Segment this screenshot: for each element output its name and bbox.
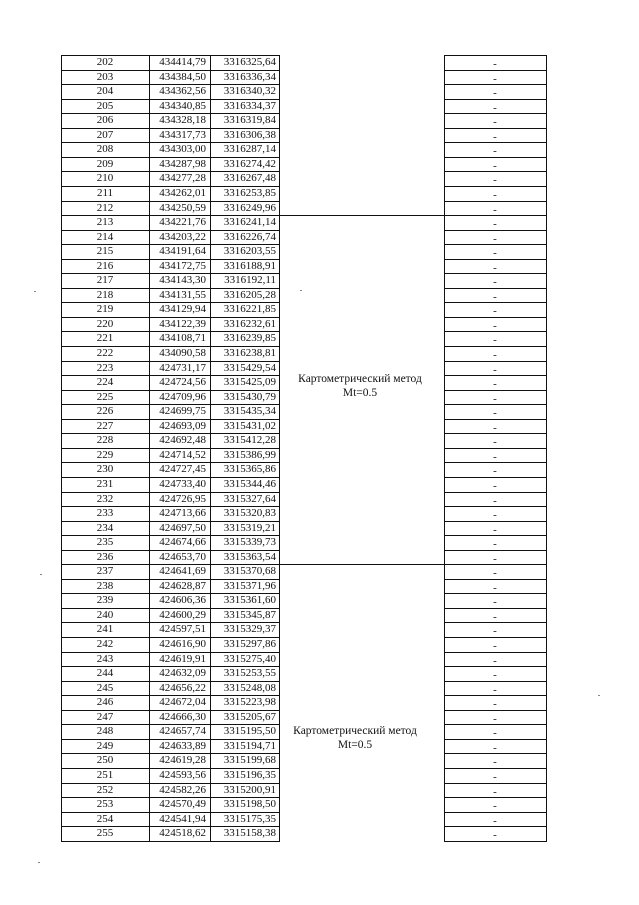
coordinate-x: 424593,56	[159, 768, 206, 781]
table-rule	[444, 55, 547, 56]
point-number: 224	[96, 376, 114, 389]
table-rule	[444, 433, 547, 434]
scan-speck	[34, 291, 36, 292]
coordinate-x: 424733,40	[159, 477, 206, 490]
table-rule	[444, 142, 547, 143]
table-rule	[444, 797, 547, 798]
coordinate-x: 434303,00	[159, 143, 206, 156]
coordinate-x: 434131,55	[159, 288, 206, 301]
coordinate-y: 3315194,71	[223, 739, 276, 752]
dash-cell: -	[493, 72, 497, 85]
coordinate-x: 424606,36	[159, 594, 206, 607]
coordinate-y: 3315429,54	[223, 361, 276, 374]
dash-cell: -	[493, 261, 497, 274]
dash-cell: -	[493, 741, 497, 754]
coordinate-y: 3316325,64	[223, 56, 276, 68]
dash-cell: -	[493, 159, 497, 172]
coordinate-y: 3316253,85	[223, 186, 276, 199]
point-number: 240	[96, 608, 114, 621]
point-number: 233	[96, 507, 114, 520]
coordinate-y: 3315344,46	[223, 477, 276, 490]
coordinate-x: 424656,22	[159, 681, 206, 694]
coordinate-y: 3316340,32	[223, 85, 276, 98]
point-number: 203	[96, 70, 114, 83]
dash-cell: -	[493, 247, 497, 260]
point-number: 207	[96, 128, 114, 141]
point-number: 245	[96, 681, 114, 694]
coordinate-y: 3315365,86	[223, 463, 276, 476]
coordinate-y: 3316238,81	[223, 347, 276, 359]
point-number: 202	[96, 56, 114, 68]
dash-cell: -	[493, 450, 497, 463]
coordinate-y: 3316221,85	[223, 303, 276, 316]
method-name: Картометрический метод	[293, 725, 417, 738]
table-border	[546, 55, 547, 842]
coordinate-x: 434143,30	[159, 274, 206, 287]
table-rule	[444, 724, 547, 725]
point-number: 220	[96, 317, 114, 330]
dash-cell: -	[493, 814, 497, 827]
method-divider	[279, 564, 444, 565]
table-rule	[444, 361, 547, 362]
coordinate-y: 3316192,11	[224, 274, 276, 287]
table-rule	[444, 492, 547, 493]
table-rule	[444, 477, 547, 478]
dash-cell: -	[493, 829, 497, 842]
table-rule	[444, 462, 547, 463]
point-number: 217	[96, 274, 114, 287]
coordinate-x: 434221,76	[159, 216, 206, 229]
point-number: 211	[96, 186, 114, 199]
coordinate-x: 434122,39	[159, 317, 206, 330]
coordinate-x: 424727,45	[159, 463, 206, 476]
dash-cell: -	[493, 479, 497, 492]
point-number: 214	[96, 230, 114, 243]
coordinate-y: 3316188,91	[223, 259, 276, 272]
coordinate-x: 424713,66	[159, 507, 206, 520]
table-rule	[444, 681, 547, 682]
coordinate-x: 434317,73	[159, 128, 206, 141]
dash-cell: -	[493, 421, 497, 434]
point-number: 234	[96, 521, 114, 534]
table-rule	[444, 564, 547, 565]
dash-cell: -	[493, 218, 497, 231]
point-number: 216	[96, 259, 114, 272]
coordinate-x: 424672,04	[159, 696, 206, 709]
table-rule	[444, 171, 547, 172]
coordinate-y: 3316287,14	[223, 143, 276, 156]
coordinate-x: 434287,98	[159, 157, 206, 170]
point-number: 250	[96, 754, 114, 767]
point-number: 244	[96, 667, 114, 680]
point-number: 253	[96, 798, 114, 811]
dash-cell: -	[493, 232, 497, 245]
method-label	[280, 724, 430, 752]
coordinate-x: 424709,96	[159, 390, 206, 403]
coordinate-y: 3316203,55	[223, 245, 276, 258]
point-number: 218	[96, 288, 114, 301]
method-name: Картометрический метод	[298, 373, 422, 386]
scan-speck	[598, 695, 600, 696]
point-number: 254	[96, 812, 114, 825]
table-rule	[444, 302, 547, 303]
dash-cell: -	[493, 494, 497, 507]
table-rule	[444, 99, 547, 100]
dash-cell: -	[493, 596, 497, 609]
dash-cell: -	[493, 334, 497, 347]
table-border	[149, 55, 150, 842]
table-rule	[444, 783, 547, 784]
method-accuracy: Mt=0.5	[337, 739, 373, 752]
point-number: 219	[96, 303, 114, 316]
point-number: 255	[96, 827, 114, 840]
coordinate-y: 3315327,64	[223, 492, 276, 505]
table-rule	[444, 288, 547, 289]
coordinate-x: 424616,90	[159, 638, 206, 650]
point-number: 227	[96, 419, 114, 432]
table-rule	[444, 448, 547, 449]
coordinate-y: 3316319,84	[223, 114, 276, 127]
point-number: 248	[96, 725, 114, 738]
coordinate-y: 3316249,96	[223, 201, 276, 214]
coordinate-y: 3316239,85	[223, 332, 276, 345]
coordinate-x: 434129,94	[159, 303, 206, 316]
scan-speck	[300, 290, 302, 291]
coordinate-y: 3316334,37	[223, 99, 276, 112]
table-rule	[444, 622, 547, 623]
coordinate-y: 3315363,54	[223, 550, 276, 563]
coordinate-y: 3315253,55	[223, 667, 276, 680]
dash-cell: -	[493, 640, 497, 652]
coordinate-y: 3315205,67	[223, 710, 276, 723]
method-accuracy: Mt=0.5	[342, 387, 378, 400]
point-number: 238	[96, 579, 114, 592]
coordinate-y: 3315435,34	[223, 405, 276, 418]
coordinate-x: 434362,56	[159, 85, 206, 98]
coordinate-y: 3315175,35	[223, 812, 276, 825]
coordinate-y: 3315320,83	[223, 507, 276, 520]
table-rule	[444, 521, 547, 522]
dash-cell: -	[493, 523, 497, 536]
dash-cell: -	[493, 785, 497, 798]
coordinate-x: 424726,95	[159, 492, 206, 505]
coordinate-x: 424657,74	[159, 725, 206, 738]
coordinate-x: 434340,85	[159, 99, 206, 112]
table-rule	[444, 215, 547, 216]
coordinate-x: 434384,50	[159, 70, 206, 83]
table-border	[61, 55, 62, 842]
coordinate-y: 3316336,34	[223, 70, 276, 83]
coordinate-y: 3315329,37	[223, 623, 276, 636]
point-number: 226	[96, 405, 114, 418]
coordinate-x: 424600,29	[159, 608, 206, 621]
point-number: 212	[96, 201, 114, 214]
coordinate-x: 434203,22	[159, 230, 206, 243]
coordinate-y: 3315361,60	[223, 594, 276, 607]
coordinate-x: 424619,28	[159, 754, 206, 767]
point-number: 247	[96, 710, 114, 723]
coordinate-x: 434172,75	[159, 259, 206, 272]
coordinate-x: 424633,89	[159, 739, 206, 752]
coordinate-x: 424641,69	[159, 565, 206, 578]
coordinate-y: 3316241,14	[223, 216, 276, 229]
point-number: 210	[96, 172, 114, 185]
table-rule	[444, 419, 547, 420]
point-number: 208	[96, 143, 114, 156]
coordinate-y: 3315370,68	[223, 565, 276, 578]
method-label	[285, 372, 435, 400]
dash-cell: -	[493, 290, 497, 303]
point-number: 231	[96, 477, 114, 490]
point-number: 204	[96, 85, 114, 98]
scan-speck	[40, 574, 42, 575]
table-rule	[444, 768, 547, 769]
point-number: 241	[96, 623, 114, 636]
dash-cell: -	[493, 538, 497, 551]
coordinate-y: 3315430,79	[223, 390, 276, 403]
coordinate-x: 424582,26	[159, 783, 206, 796]
coordinate-y: 3315412,28	[223, 434, 276, 447]
coordinate-y: 3315198,50	[223, 798, 276, 811]
table-rule	[444, 375, 547, 376]
coordinate-x: 434262,01	[159, 186, 206, 199]
coordinate-x: 424697,50	[159, 521, 206, 534]
table-rule	[444, 637, 547, 638]
coordinate-y: 3315386,99	[223, 448, 276, 461]
coordinate-y: 3315195,50	[223, 725, 276, 738]
coordinate-x: 424666,30	[159, 710, 206, 723]
dash-cell: -	[493, 87, 497, 100]
table-rule	[444, 593, 547, 594]
dash-cell: -	[493, 610, 497, 623]
table-rule	[444, 273, 547, 274]
table-border	[210, 55, 211, 842]
point-number: 209	[96, 157, 114, 170]
table-rule	[444, 826, 547, 827]
table-rule	[444, 652, 547, 653]
dash-cell: -	[493, 319, 497, 332]
coordinate-x: 424693,09	[159, 419, 206, 432]
coordinate-x: 424541,94	[159, 812, 206, 825]
table-rule	[444, 84, 547, 85]
coordinate-x: 434414,79	[159, 56, 206, 68]
table-rule	[444, 346, 547, 347]
dash-cell: -	[493, 552, 497, 565]
dash-cell: -	[493, 130, 497, 143]
method-divider	[279, 215, 444, 216]
table-rule	[444, 404, 547, 405]
dash-cell: -	[493, 654, 497, 667]
coordinate-x: 424731,17	[159, 361, 206, 374]
table-rule	[444, 550, 547, 551]
table-rule	[444, 230, 547, 231]
table-rule	[444, 317, 547, 318]
table-rule	[444, 753, 547, 754]
point-number: 206	[96, 114, 114, 127]
point-number: 223	[96, 361, 114, 374]
coordinate-y: 3315196,35	[223, 768, 276, 781]
coordinate-x: 434191,64	[159, 245, 206, 258]
coordinate-x: 424632,09	[159, 667, 206, 680]
coordinate-y: 3315371,96	[223, 579, 276, 592]
dash-cell: -	[493, 407, 497, 420]
dash-cell: -	[493, 305, 497, 318]
table-rule	[444, 113, 547, 114]
coordinate-x: 434108,71	[159, 332, 206, 345]
table-rule	[444, 331, 547, 332]
coordinate-x: 424619,91	[159, 652, 206, 665]
point-number: 246	[96, 696, 114, 709]
dash-cell: -	[493, 581, 497, 594]
point-number: 235	[96, 536, 114, 549]
table-rule	[444, 739, 547, 740]
dash-cell: -	[493, 203, 497, 216]
table-rule	[444, 157, 547, 158]
dash-cell: -	[493, 727, 497, 740]
coordinate-x: 434090,58	[159, 347, 206, 359]
point-number: 237	[96, 565, 114, 578]
point-number: 236	[96, 550, 114, 563]
point-number: 205	[96, 99, 114, 112]
dash-cell: -	[493, 145, 497, 158]
table-rule	[444, 812, 547, 813]
coordinate-x: 434277,28	[159, 172, 206, 185]
coordinate-x: 424714,52	[159, 448, 206, 461]
table-rule	[444, 186, 547, 187]
coordinate-x: 434328,18	[159, 114, 206, 127]
table-rule	[444, 506, 547, 507]
coordinate-y: 3316267,48	[223, 172, 276, 185]
point-number: 221	[96, 332, 114, 345]
dash-cell: -	[493, 392, 497, 405]
table-rule	[444, 608, 547, 609]
coordinate-x: 424628,87	[159, 579, 206, 592]
coordinate-y: 3316274,42	[223, 157, 276, 170]
point-number: 230	[96, 463, 114, 476]
table-rule	[444, 244, 547, 245]
table-rule	[61, 841, 280, 842]
dash-cell: -	[493, 683, 497, 696]
point-number: 229	[96, 448, 114, 461]
table-rule	[444, 128, 547, 129]
coordinate-y: 3316306,38	[223, 128, 276, 141]
point-number: 251	[96, 768, 114, 781]
point-number: 252	[96, 783, 114, 796]
point-number: 243	[96, 652, 114, 665]
dash-cell: -	[493, 800, 497, 813]
scan-speck	[38, 862, 40, 863]
coordinate-x: 424653,70	[159, 550, 206, 563]
coordinate-y: 3316232,61	[223, 317, 276, 330]
coordinate-x: 424518,62	[159, 827, 206, 840]
coordinate-y: 3316226,74	[223, 230, 276, 243]
dash-cell: -	[493, 349, 497, 361]
dash-cell: -	[493, 698, 497, 711]
dash-cell: -	[493, 509, 497, 522]
table-border	[444, 55, 445, 842]
dash-cell: -	[493, 174, 497, 187]
table-rule	[444, 695, 547, 696]
dash-cell: -	[493, 116, 497, 129]
table-rule	[444, 841, 547, 842]
dash-cell: -	[493, 625, 497, 638]
coordinate-y: 3315158,38	[223, 827, 276, 840]
coordinate-y: 3315339,73	[223, 536, 276, 549]
coordinate-y: 3316205,28	[223, 288, 276, 301]
dash-cell: -	[493, 465, 497, 478]
dash-cell: -	[493, 276, 497, 289]
table-rule	[444, 579, 547, 580]
coordinate-x: 424724,56	[159, 376, 206, 389]
coordinate-x: 424674,66	[159, 536, 206, 549]
table-rule	[444, 390, 547, 391]
dash-cell: -	[493, 58, 497, 70]
table-rule	[444, 201, 547, 202]
point-number: 225	[96, 390, 114, 403]
point-number: 249	[96, 739, 114, 752]
point-number: 242	[96, 638, 114, 650]
table-rule	[444, 259, 547, 260]
coordinate-y: 3315345,87	[223, 608, 276, 621]
table-rule	[444, 535, 547, 536]
coordinate-y: 3315275,40	[223, 652, 276, 665]
dash-cell: -	[493, 188, 497, 201]
dash-cell: -	[493, 363, 497, 376]
point-number: 222	[96, 347, 114, 359]
dash-cell: -	[493, 436, 497, 449]
coordinate-y: 3315319,21	[223, 521, 276, 534]
coordinate-x: 424570,49	[159, 798, 206, 811]
dash-cell: -	[493, 101, 497, 114]
table-rule	[444, 710, 547, 711]
dash-cell: -	[493, 712, 497, 725]
point-number: 232	[96, 492, 114, 505]
coordinate-y: 3315431,02	[223, 419, 276, 432]
dash-cell: -	[493, 378, 497, 391]
coordinate-y: 3315425,09	[223, 376, 276, 389]
coordinate-y: 3315199,68	[223, 754, 276, 767]
dash-cell: -	[493, 669, 497, 682]
dash-cell: -	[493, 567, 497, 580]
point-number: 215	[96, 245, 114, 258]
table-rule	[444, 666, 547, 667]
dash-cell: -	[493, 756, 497, 769]
coordinate-y: 3315200,91	[223, 783, 276, 796]
coordinate-y: 3315223,98	[223, 696, 276, 709]
point-number: 228	[96, 434, 114, 447]
point-number: 239	[96, 594, 114, 607]
coordinate-y: 3315297,86	[223, 638, 276, 650]
table-rule	[444, 70, 547, 71]
coordinate-x: 434250,59	[159, 201, 206, 214]
coordinate-y: 3315248,08	[223, 681, 276, 694]
coordinate-x: 424692,48	[159, 434, 206, 447]
point-number: 213	[96, 216, 114, 229]
dash-cell: -	[493, 770, 497, 783]
coordinate-x: 424699,75	[159, 405, 206, 418]
coordinate-x: 424597,51	[159, 623, 206, 636]
